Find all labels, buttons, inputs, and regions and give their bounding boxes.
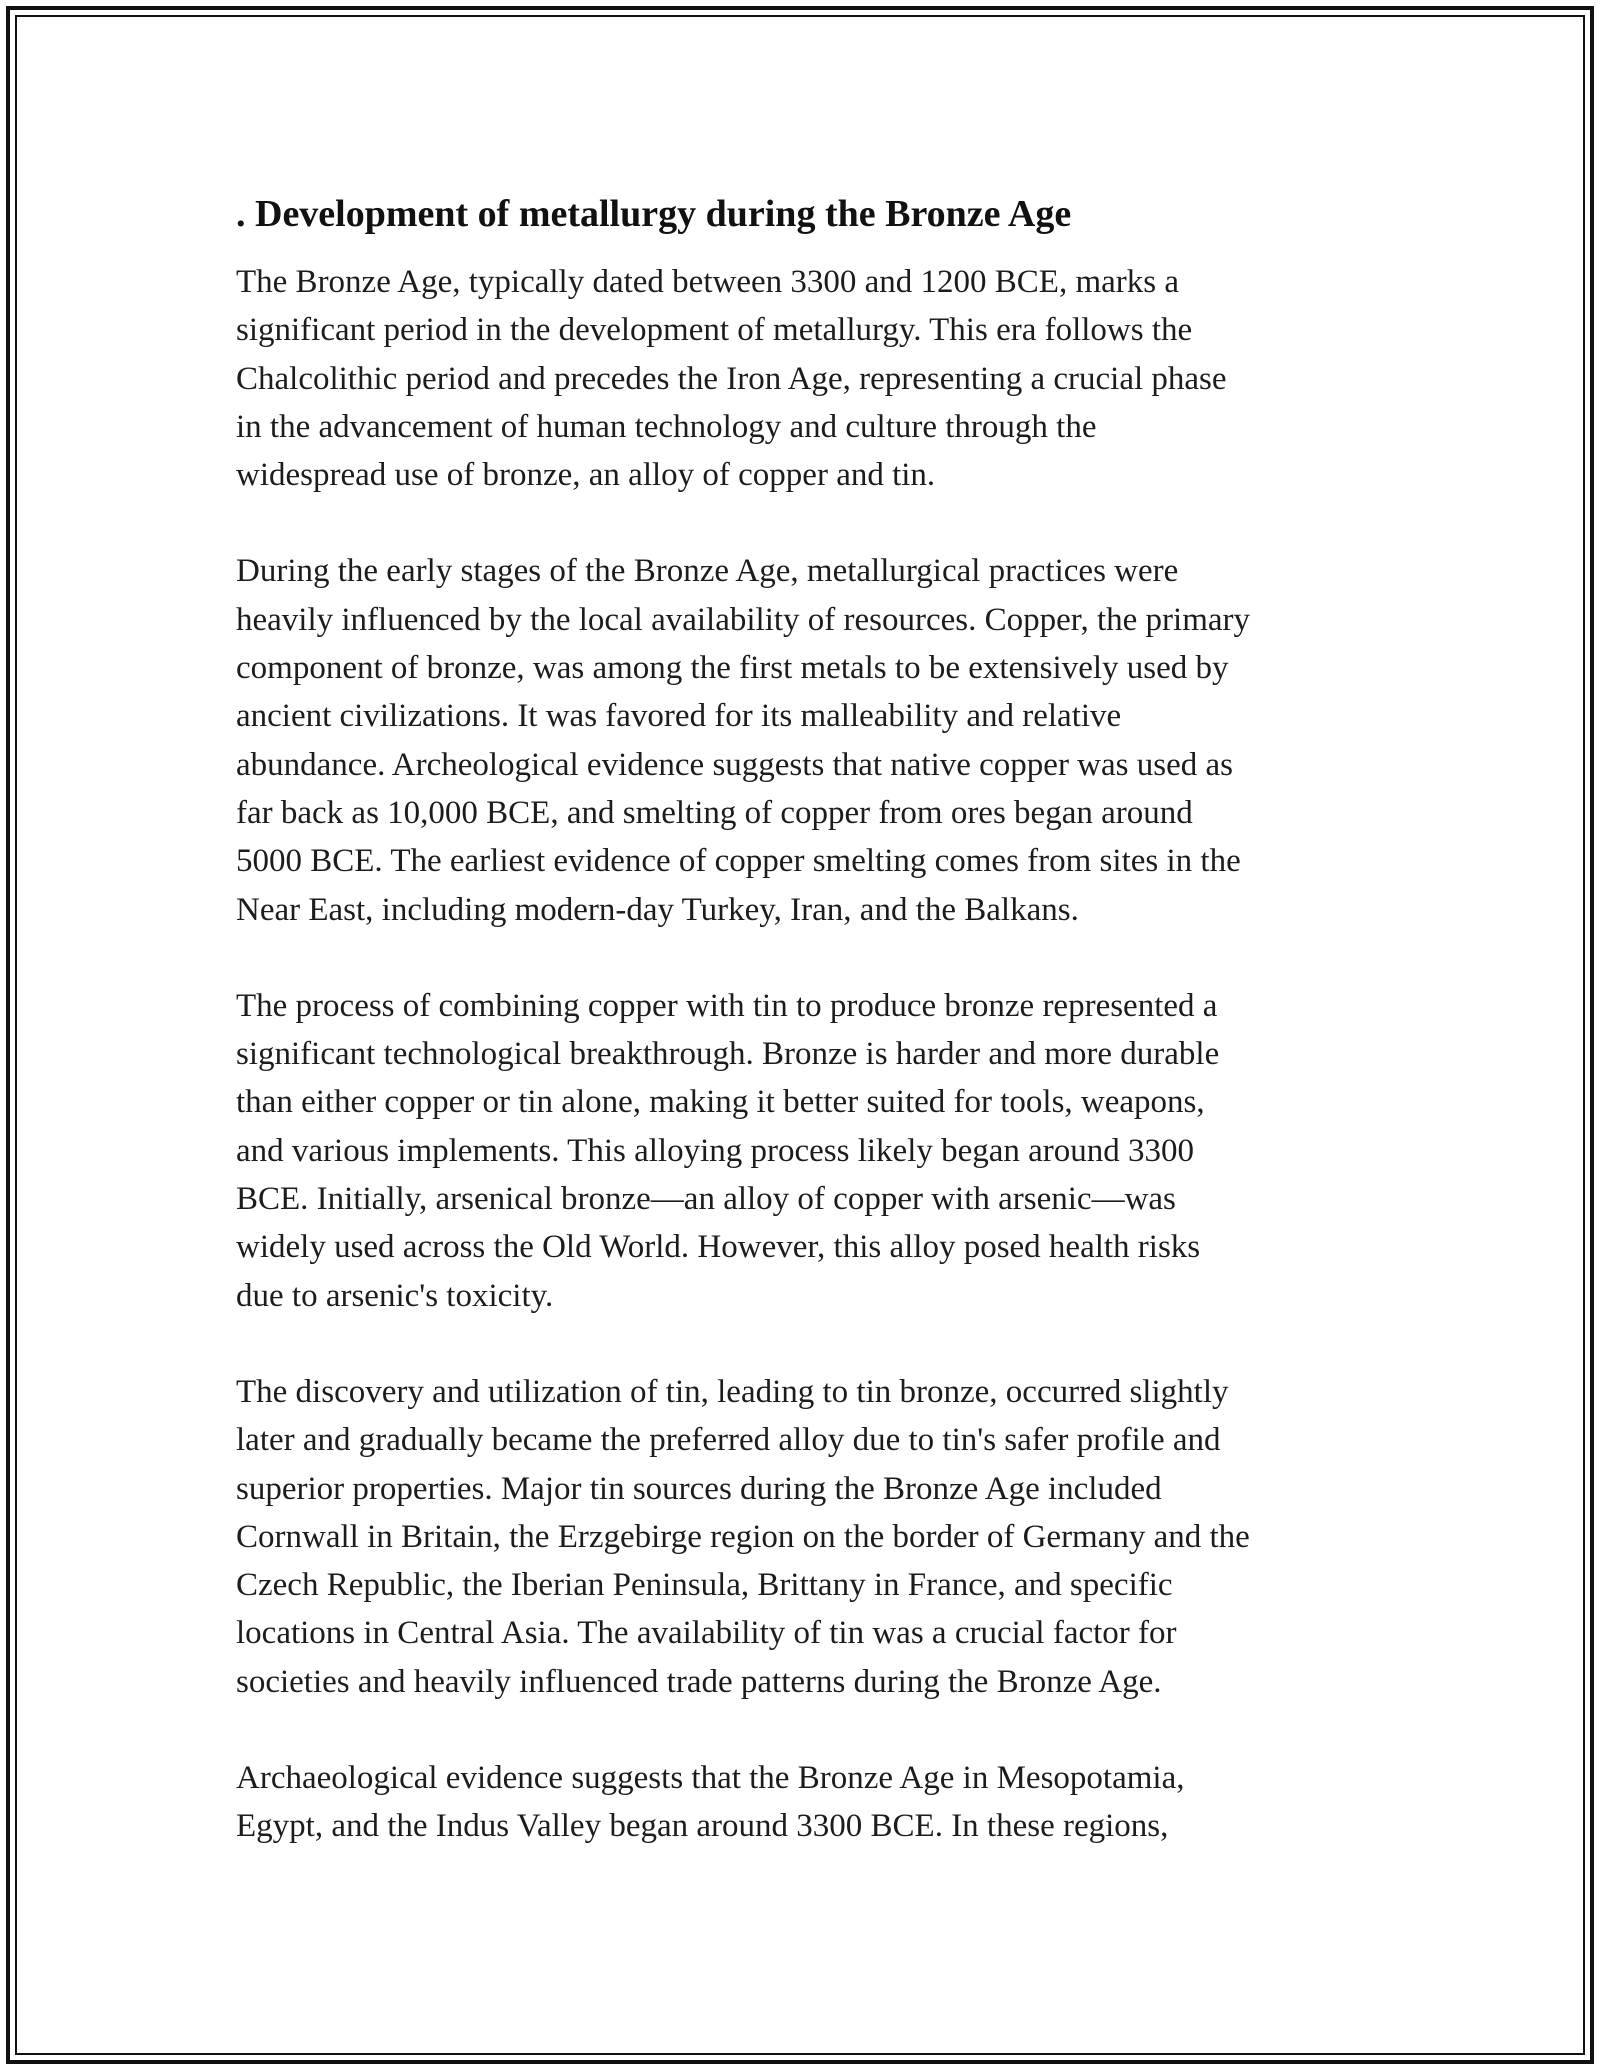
text-line: significant period in the development of metallurgy. This era follows the — [236, 312, 1193, 349]
text-line: abundance. Archeological evidence suggests that native copper was used as — [236, 746, 1233, 783]
text-line: far back as 10,000 BCE, and smelting of copper from ores began around — [236, 794, 1193, 831]
text-line: Chalcolithic period and precedes the Iron Age, representing a crucial phase — [236, 360, 1227, 397]
text-line: Archaeological evidence suggests that the Bronze Age in Mesopotamia, — [236, 1760, 1185, 1797]
text-line: later and gradually became the preferred alloy due to tin's safer profile and — [236, 1422, 1221, 1459]
paragraph-early-stages — [236, 547, 1376, 933]
document-body — [236, 188, 1376, 1899]
text-line: The process of combining copper with tin to produce bronze represented a — [236, 987, 1218, 1024]
section-heading: . Development of metallurgy during the Bronze Age — [236, 193, 1072, 235]
text-line: widely used across the Old World. However, this alloy posed health risks — [236, 1229, 1201, 1266]
text-line: The Bronze Age, typically dated between 3300 and 1200 BCE, marks a — [236, 264, 1179, 300]
text-line: locations in Central Asia. The availability of tin was a crucial factor for — [236, 1615, 1177, 1652]
text-line: component of bronze, was among the first metals to be extensively used by — [236, 650, 1229, 687]
text-line: Egypt, and the Indus Valley began around 3300 BCE. In these regions, — [236, 1808, 1169, 1845]
text-line: than either copper or tin alone, making it better suited for tools, weapons, — [236, 1084, 1205, 1121]
text-line: superior properties. Major tin sources during the Bronze Age included — [236, 1470, 1162, 1507]
text-line: During the early stages of the Bronze Age, metallurgical practices were — [236, 553, 1179, 590]
paragraph-alloying — [236, 982, 1376, 1320]
text-line: Near East, including modern-day Turkey, Iran, and the Balkans. — [236, 891, 1079, 928]
text-line: Czech Republic, the Iberian Peninsula, Brittany in France, and specific — [236, 1567, 1173, 1604]
text-line: societies and heavily influenced trade patterns during the Bronze Age. — [236, 1663, 1162, 1700]
text-line: heavily influenced by the local availability of resources. Copper, the primary — [236, 601, 1250, 638]
text-line: significant technological breakthrough. Bronze is harder and more durable — [236, 1036, 1220, 1073]
text-line: due to arsenic's toxicity. — [236, 1277, 554, 1314]
paragraph-regions — [236, 1754, 1376, 1851]
text-line: BCE. Initially, arsenical bronze—an alloy of copper with arsenic—was — [236, 1181, 1176, 1218]
text-line: Cornwall in Britain, the Erzgebirge region on the border of Germany and the — [236, 1518, 1250, 1555]
text-line: widespread use of bronze, an alloy of copper and tin. — [236, 457, 936, 494]
text-line: 5000 BCE. The earliest evidence of copper smelting comes from sites in the — [236, 843, 1241, 880]
text-line: in the advancement of human technology and culture through the — [236, 408, 1097, 445]
text-line: The discovery and utilization of tin, leading to tin bronze, occurred slightly — [236, 1373, 1229, 1410]
text-line: and various implements. This alloying process likely began around 3300 — [236, 1132, 1195, 1169]
text-line: ancient civilizations. It was favored for its malleability and relative — [236, 698, 1122, 735]
paragraph-intro — [236, 258, 1376, 499]
paragraph-tin-sources — [236, 1368, 1376, 1706]
